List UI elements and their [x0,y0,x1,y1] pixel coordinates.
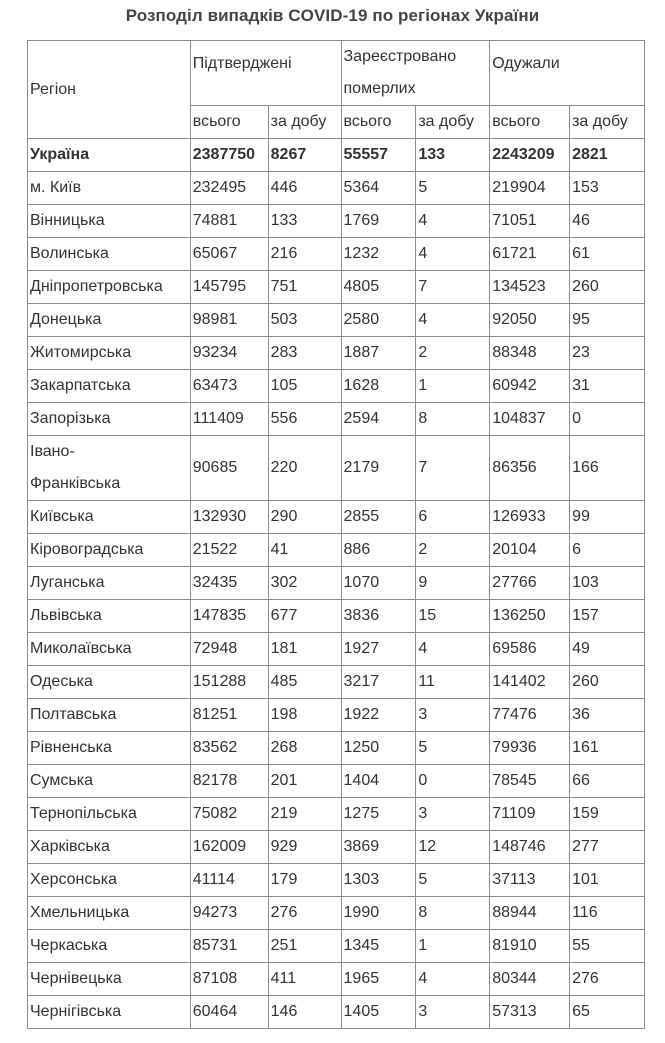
cell-confirmed-daily: 181 [268,633,341,666]
cell-deaths-total: 1628 [341,370,416,403]
cell-region: Вінницька [28,205,191,238]
cell-deaths-daily: 3 [416,996,490,1029]
cell-deaths-daily: 0 [416,765,490,798]
cell-confirmed-daily: 929 [268,831,341,864]
cell-deaths-daily: 15 [416,600,490,633]
cell-deaths-daily: 3 [416,699,490,732]
header-recovered: Одужали [490,41,645,106]
cell-region: Харківська [28,831,191,864]
table-row [28,370,645,403]
cell-deaths-daily: 6 [416,501,490,534]
cell-region: Чернігівська [28,996,191,1029]
cell-confirmed-daily: 216 [268,238,341,271]
cell-deaths-total: 4805 [341,271,416,304]
cell-confirmed-total: 74881 [190,205,268,238]
table-row [28,864,645,897]
cell-recovered-total: 60942 [490,370,570,403]
cell-deaths-total: 1404 [341,765,416,798]
cell-deaths-total: 1250 [341,732,416,765]
cell-deaths-total: 1887 [341,337,416,370]
cell-region: Кіровоградська [28,534,191,567]
cell-recovered-daily: 159 [570,798,645,831]
cell-recovered-daily: 23 [570,337,645,370]
table-row [28,205,645,238]
cell-recovered-daily: 66 [570,765,645,798]
cell-deaths-daily: 5 [416,864,490,897]
cell-recovered-total: 126933 [490,501,570,534]
cell-region: Сумська [28,765,191,798]
table-body [28,139,645,1029]
page-title: Розподіл випадків COVID-19 по регіонах України [125,6,540,25]
cell-recovered-daily: 103 [570,567,645,600]
cell-deaths-total: 2179 [341,436,416,501]
cell-recovered-daily: 153 [570,172,645,205]
header-deaths-total: всього [341,106,416,139]
cell-confirmed-daily: 251 [268,930,341,963]
table-row [28,271,645,304]
cell-confirmed-total: 87108 [190,963,268,996]
cell-deaths-total: 2594 [341,403,416,436]
cell-confirmed-daily: 446 [268,172,341,205]
header-region: Регіон [28,41,191,139]
cell-confirmed-daily: 485 [268,666,341,699]
cell-region: Запорізька [28,403,191,436]
table-row-total [28,139,645,172]
cell-recovered-daily: 161 [570,732,645,765]
table-row [28,732,645,765]
cell-confirmed-daily: 276 [268,897,341,930]
table-header [28,41,645,139]
cell-confirmed-daily: 219 [268,798,341,831]
cell-region: Херсонська [28,864,191,897]
cell-recovered-daily: 260 [570,271,645,304]
cell-region: Чернівецька [28,963,191,996]
cell-deaths-daily: 2 [416,337,490,370]
covid-regions-table [27,40,645,1029]
cell-recovered-daily: 61 [570,238,645,271]
cell-deaths-daily: 1 [416,370,490,403]
cell-recovered-daily: 116 [570,897,645,930]
cell-recovered-total: 57313 [490,996,570,1029]
table-row [28,930,645,963]
table-row [28,337,645,370]
cell-confirmed-total: 94273 [190,897,268,930]
cell-recovered-total: 71051 [490,205,570,238]
cell-deaths-total: 3217 [341,666,416,699]
cell-region: Львівська [28,600,191,633]
table-row [28,633,645,666]
cell-region: Полтавська [28,699,191,732]
table-row [28,666,645,699]
cell-confirmed-daily: 179 [268,864,341,897]
cell-deaths-total: 1275 [341,798,416,831]
cell-confirmed-total: 93234 [190,337,268,370]
table-row [28,304,645,337]
cell-confirmed-daily: 283 [268,337,341,370]
header-confirmed-daily: за добу [268,106,341,139]
cell-recovered-total: 134523 [490,271,570,304]
cell-recovered-daily: 65 [570,996,645,1029]
cell-deaths-daily: 4 [416,633,490,666]
cell-deaths-total: 1769 [341,205,416,238]
cell-deaths-daily: 4 [416,238,490,271]
cell-recovered-total: 69586 [490,633,570,666]
cell-deaths-daily: 1 [416,930,490,963]
cell-recovered-total: 80344 [490,963,570,996]
cell-recovered-daily: 99 [570,501,645,534]
cell-confirmed-total: 232495 [190,172,268,205]
cell-confirmed-total: 85731 [190,930,268,963]
cell-confirmed-daily: 677 [268,600,341,633]
cell-confirmed-daily: 290 [268,501,341,534]
cell-confirmed-total: 75082 [190,798,268,831]
cell-confirmed-total: 41114 [190,864,268,897]
cell-confirmed-total: 81251 [190,699,268,732]
cell-region: Дніпропетровська [28,271,191,304]
cell-confirmed-total: 151288 [190,666,268,699]
header-confirmed: Підтверджені [190,41,341,106]
cell-recovered-daily: 157 [570,600,645,633]
cell-recovered-total: 104837 [490,403,570,436]
cell-recovered-total: 148746 [490,831,570,864]
cell-recovered-total: 86356 [490,436,570,501]
table-row [28,172,645,205]
cell-region: Донецька [28,304,191,337]
cell-recovered-daily: 95 [570,304,645,337]
cell-confirmed-daily: 503 [268,304,341,337]
cell-region: Житомирська [28,337,191,370]
cell-confirmed-total: 98981 [190,304,268,337]
table-row [28,798,645,831]
cell-deaths-daily: 2 [416,534,490,567]
cell-recovered-daily: 260 [570,666,645,699]
cell-recovered-daily: 31 [570,370,645,403]
cell-deaths-daily: 5 [416,732,490,765]
cell-recovered-daily: 6 [570,534,645,567]
cell-recovered-total: 92050 [490,304,570,337]
cell-deaths-total: 1070 [341,567,416,600]
cell-recovered-total: 141402 [490,666,570,699]
cell-recovered-daily: 46 [570,205,645,238]
cell-confirmed-daily: 198 [268,699,341,732]
cell-confirmed-daily: 41 [268,534,341,567]
cell-deaths-daily: 133 [416,139,490,172]
cell-deaths-total: 886 [341,534,416,567]
table-row [28,534,645,567]
table-row [28,403,645,436]
cell-recovered-total: 20104 [490,534,570,567]
cell-region: Миколаївська [28,633,191,666]
cell-region: Івано- Франківська [28,436,191,501]
cell-confirmed-daily: 8267 [268,139,341,172]
cell-recovered-total: 2243209 [490,139,570,172]
cell-deaths-total: 1405 [341,996,416,1029]
cell-region: Тернопільська [28,798,191,831]
cell-recovered-total: 78545 [490,765,570,798]
cell-deaths-daily: 3 [416,798,490,831]
header-deaths-daily: за добу [416,106,490,139]
cell-recovered-total: 37113 [490,864,570,897]
cell-confirmed-daily: 751 [268,271,341,304]
cell-recovered-total: 81910 [490,930,570,963]
cell-confirmed-daily: 220 [268,436,341,501]
cell-confirmed-total: 21522 [190,534,268,567]
table-row [28,600,645,633]
cell-deaths-total: 1303 [341,864,416,897]
cell-confirmed-total: 111409 [190,403,268,436]
table-row [28,996,645,1029]
cell-confirmed-daily: 105 [268,370,341,403]
cell-confirmed-total: 132930 [190,501,268,534]
cell-deaths-daily: 4 [416,304,490,337]
cell-recovered-total: 61721 [490,238,570,271]
cell-deaths-total: 2580 [341,304,416,337]
cell-deaths-daily: 5 [416,172,490,205]
cell-region: Волинська [28,238,191,271]
cell-recovered-daily: 36 [570,699,645,732]
cell-deaths-total: 5364 [341,172,416,205]
cell-deaths-total: 1990 [341,897,416,930]
cell-recovered-total: 71109 [490,798,570,831]
cell-confirmed-total: 63473 [190,370,268,403]
cell-confirmed-total: 72948 [190,633,268,666]
cell-recovered-daily: 49 [570,633,645,666]
cell-region: Черкаська [28,930,191,963]
table-row [28,765,645,798]
cell-recovered-daily: 0 [570,403,645,436]
cell-recovered-total: 79936 [490,732,570,765]
cell-region: Закарпатська [28,370,191,403]
cell-deaths-total: 1232 [341,238,416,271]
cell-confirmed-total: 90685 [190,436,268,501]
cell-deaths-total: 3869 [341,831,416,864]
cell-deaths-total: 1345 [341,930,416,963]
cell-recovered-total: 88944 [490,897,570,930]
cell-confirmed-total: 82178 [190,765,268,798]
cell-region: м. Київ [28,172,191,205]
cell-region: Київська [28,501,191,534]
header-deaths: Зареєстровано померлих [341,41,490,106]
cell-confirmed-daily: 411 [268,963,341,996]
table-row [28,436,645,501]
header-recovered-total: всього [490,106,570,139]
cell-confirmed-total: 2387750 [190,139,268,172]
header-confirmed-total: всього [190,106,268,139]
cell-deaths-daily: 8 [416,403,490,436]
cell-deaths-daily: 8 [416,897,490,930]
cell-confirmed-total: 162009 [190,831,268,864]
cell-region: Рівненська [28,732,191,765]
header-recovered-daily: за добу [570,106,645,139]
cell-region: Хмельницька [28,897,191,930]
cell-confirmed-daily: 268 [268,732,341,765]
cell-deaths-total: 55557 [341,139,416,172]
cell-recovered-total: 136250 [490,600,570,633]
cell-deaths-daily: 9 [416,567,490,600]
cell-recovered-total: 219904 [490,172,570,205]
header-row-groups [28,41,645,106]
cell-recovered-daily: 277 [570,831,645,864]
cell-deaths-daily: 12 [416,831,490,864]
cell-deaths-daily: 11 [416,666,490,699]
cell-deaths-daily: 4 [416,205,490,238]
table-row [28,238,645,271]
cell-deaths-total: 1965 [341,963,416,996]
cell-region: Одеська [28,666,191,699]
cell-confirmed-total: 60464 [190,996,268,1029]
cell-confirmed-total: 32435 [190,567,268,600]
cell-confirmed-daily: 556 [268,403,341,436]
cell-recovered-total: 27766 [490,567,570,600]
table-row [28,963,645,996]
cell-confirmed-total: 145795 [190,271,268,304]
cell-confirmed-total: 147835 [190,600,268,633]
cell-recovered-daily: 2821 [570,139,645,172]
table-row [28,501,645,534]
cell-region: Луганська [28,567,191,600]
cell-confirmed-total: 83562 [190,732,268,765]
cell-recovered-daily: 166 [570,436,645,501]
table-row [28,897,645,930]
cell-region: Україна [28,139,191,172]
cell-deaths-daily: 7 [416,271,490,304]
cell-recovered-daily: 276 [570,963,645,996]
cell-deaths-daily: 4 [416,963,490,996]
cell-recovered-total: 88348 [490,337,570,370]
cell-confirmed-daily: 201 [268,765,341,798]
cell-recovered-total: 77476 [490,699,570,732]
cell-deaths-total: 1927 [341,633,416,666]
cell-deaths-total: 3836 [341,600,416,633]
cell-confirmed-daily: 302 [268,567,341,600]
table-row [28,699,645,732]
cell-deaths-total: 1922 [341,699,416,732]
cell-deaths-total: 2855 [341,501,416,534]
cell-deaths-daily: 7 [416,436,490,501]
cell-confirmed-total: 65067 [190,238,268,271]
table-row [28,567,645,600]
table-row [28,831,645,864]
cell-recovered-daily: 55 [570,930,645,963]
cell-confirmed-daily: 146 [268,996,341,1029]
cell-confirmed-daily: 133 [268,205,341,238]
cell-recovered-daily: 101 [570,864,645,897]
